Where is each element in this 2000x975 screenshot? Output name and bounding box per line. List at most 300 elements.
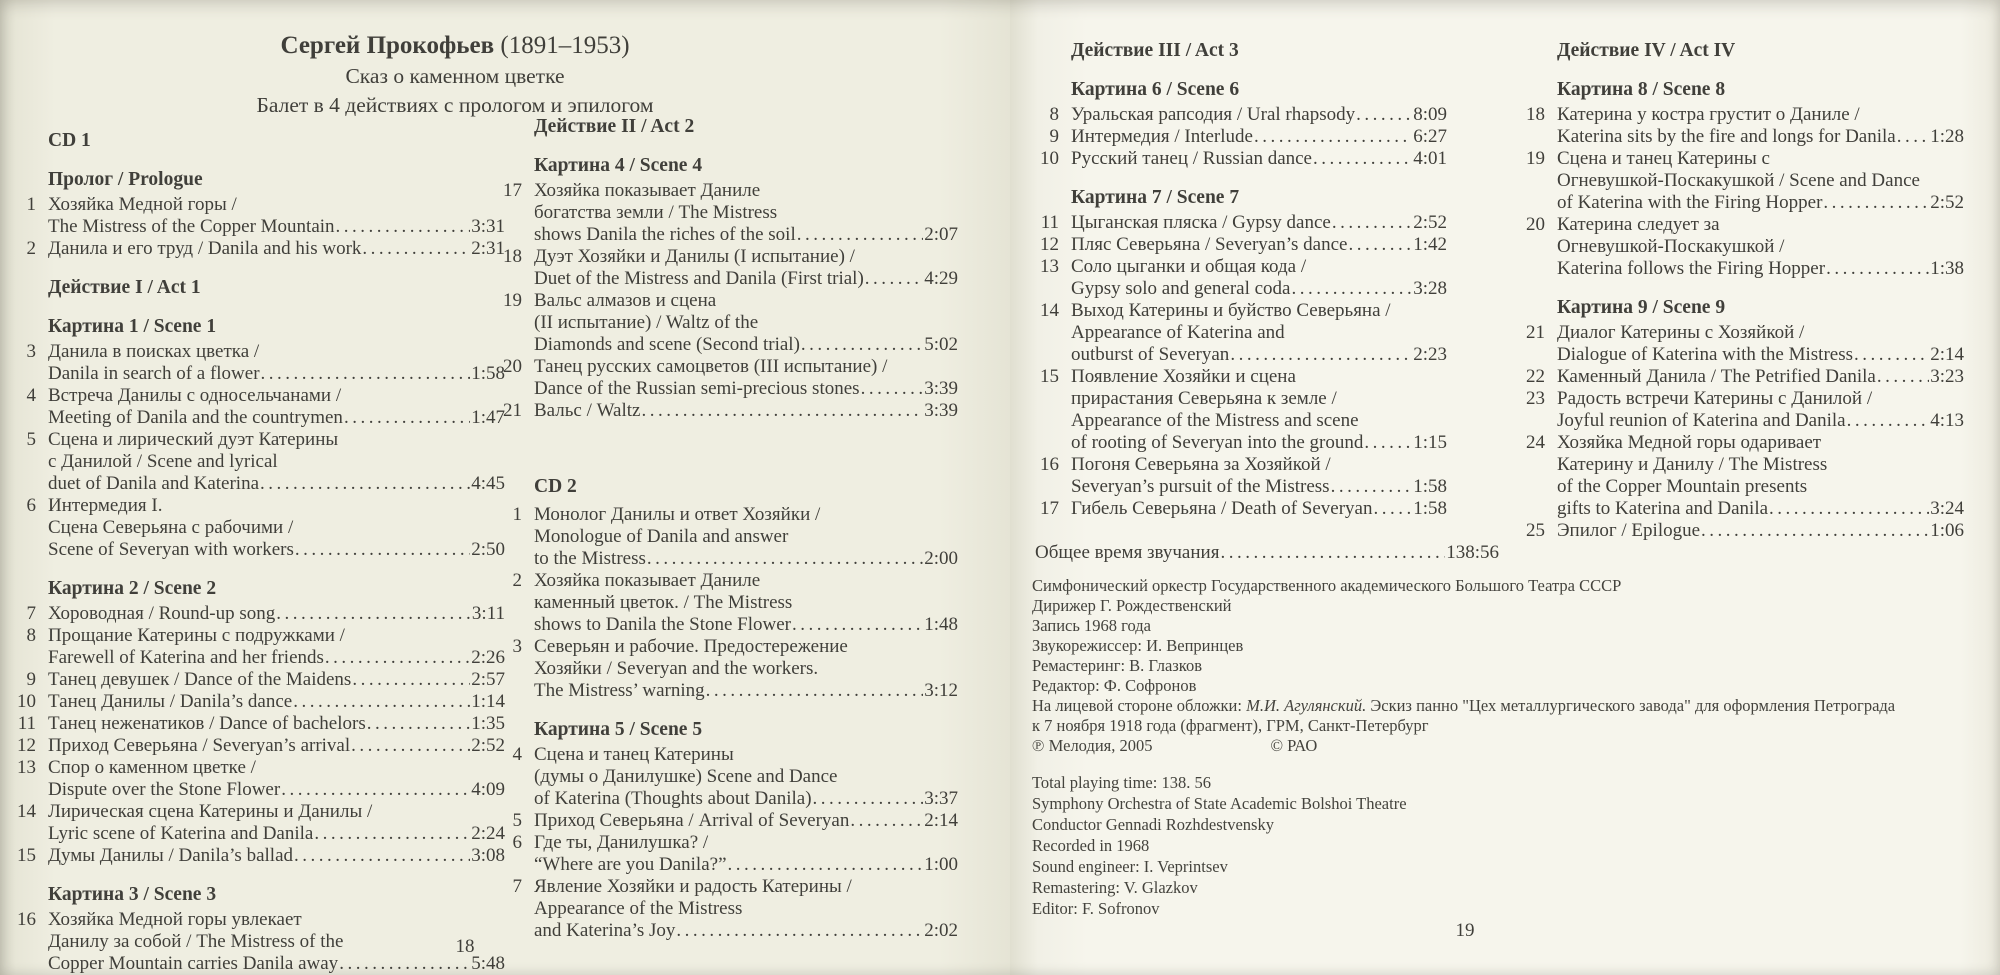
track-title: Где ты, Данилушка? / <box>534 832 709 853</box>
track-row <box>1040 256 1447 300</box>
tracklist-column-right-2 <box>1520 40 1964 542</box>
track-title: gifts to Katerina and Danila <box>1557 498 1769 519</box>
credit-line: Редактор: Ф. Софронов <box>1032 676 1197 695</box>
dot-leader <box>325 647 470 669</box>
track-number: 15 <box>17 845 36 866</box>
credit-line: Sound engineer: I. Veprintsev <box>1032 857 1228 876</box>
credit-line: Editor: F. Sofronov <box>1032 899 1160 918</box>
track-title: Гибель Северьяна / Death of Severyan <box>1071 498 1373 519</box>
track-title: Погоня Северьяна за Хозяйкой / <box>1071 454 1331 475</box>
track-title: Огневушкой-Поскакушкой / Scene and Dance <box>1557 170 1920 191</box>
track-time: 2:14 <box>1930 344 1964 365</box>
cover-art-credit <box>1032 696 1982 716</box>
dot-leader <box>276 603 471 625</box>
track-number: 10 <box>1040 148 1059 169</box>
dot-leader <box>801 334 923 356</box>
dot-leader <box>1847 410 1930 432</box>
track-title: Сцена и танец Катерины <box>534 744 734 765</box>
cover-art-credit-line2: к 7 ноября 1918 года (фрагмент), ГРМ, Санкт-Петербург <box>1032 716 1429 735</box>
track-row <box>26 238 505 260</box>
track-time: 3:08 <box>471 845 505 866</box>
section-heading: Картина 7 / Scene 7 <box>1071 187 1240 208</box>
track-title: Dialogue of Katerina with the Mistress <box>1557 344 1854 365</box>
section-heading: Картина 5 / Scene 5 <box>534 719 703 740</box>
track-time: 1:14 <box>471 691 505 712</box>
dot-leader <box>1373 498 1412 520</box>
track-row <box>1526 104 1964 148</box>
track-title: Приход Северьяна / Arrival of Severyan <box>534 810 850 831</box>
track-title: Katerina follows the Firing Hopper <box>1557 258 1826 279</box>
track-row <box>1526 148 1964 214</box>
dot-leader <box>1230 344 1412 366</box>
track-title: Хороводная / Round-up song <box>48 603 276 624</box>
track-row <box>1049 126 1447 148</box>
total-playing-time-ru <box>1035 542 1499 564</box>
phonogram-line <box>1032 736 1982 756</box>
credit-line: Recorded in 1968 <box>1032 836 1150 855</box>
dot-leader <box>797 224 923 246</box>
track-title: Прощание Катерины с подружками / <box>48 625 345 646</box>
dot-leader <box>1826 258 1929 280</box>
track-title: Diamonds and scene (Second trial) <box>534 334 800 355</box>
track-title: Сцена и лирический дуэт Катерины <box>48 429 339 450</box>
track-number: 18 <box>503 246 522 267</box>
credit-line: Симфонический оркестр Государственного академического Большого Театра СССР <box>1032 576 1622 595</box>
track-title: Dispute over the Stone Flower <box>48 779 281 800</box>
track-row <box>17 845 505 867</box>
work-subtitle: Балет в 4 действиях с прологом и эпилогом <box>256 93 654 117</box>
track-title: Farewell of Katerina and her friends <box>48 647 324 668</box>
track-number: 4 <box>512 744 522 765</box>
track-time: 2:50 <box>471 539 505 560</box>
credit-line: Total playing time: 138. 56 <box>1032 773 1211 792</box>
track-time: 3:12 <box>924 680 958 701</box>
track-number: 8 <box>26 625 36 646</box>
track-title: Радость встречи Катерины с Данилой / <box>1557 388 1873 409</box>
credit-line: Дирижер Г. Рождественский <box>1032 596 1232 615</box>
dot-leader <box>281 779 470 801</box>
track-title: Уральская рапсодия / Ural rhapsody <box>1071 104 1356 125</box>
track-number: 2 <box>512 570 522 591</box>
track-title: Данилу за собой / The Mistress of the <box>48 931 344 952</box>
track-title: Танец русских самоцветов (III испытание) / <box>534 356 888 377</box>
track-title: Lyric scene of Katerina and Danila <box>48 823 314 844</box>
dot-leader <box>676 920 923 942</box>
track-title: Соло цыганки и общая кода / <box>1071 256 1307 277</box>
track-time: 6:27 <box>1413 126 1447 147</box>
track-row <box>26 603 505 625</box>
track-row <box>17 801 505 845</box>
credits-russian <box>1032 576 1982 756</box>
track-time: 3:28 <box>1413 278 1447 299</box>
credit-line: Symphony Orchestra of State Academic Bolshoi Theatre <box>1032 794 1407 813</box>
track-row <box>1526 432 1964 520</box>
dot-leader <box>261 363 471 385</box>
dot-leader <box>314 823 470 845</box>
track-title: Катерину и Данилу / The Mistress <box>1557 454 1828 475</box>
track-title: outburst of Severyan <box>1071 344 1230 365</box>
section-heading: CD 2 <box>534 476 577 497</box>
section-heading: Картина 9 / Scene 9 <box>1557 297 1726 318</box>
track-time: 2:52 <box>1413 212 1447 233</box>
track-title: Вальс алмазов и сцена <box>534 290 717 311</box>
title-block <box>40 30 870 120</box>
track-title: Монолог Данилы и ответ Хозяйки / <box>534 504 821 525</box>
track-title: Интермедия I. <box>48 495 163 516</box>
track-number: 20 <box>1526 214 1545 235</box>
track-title: to the Mistress <box>534 548 646 569</box>
track-number: 13 <box>1040 256 1059 277</box>
track-number: 13 <box>17 757 36 778</box>
track-title: Дуэт Хозяйки и Данилы (I испытание) / <box>534 246 855 267</box>
track-row <box>1526 214 1964 280</box>
track-row <box>26 194 505 238</box>
track-title: Joyful reunion of Katerina and Danila <box>1557 410 1846 431</box>
track-time: 3:31 <box>471 216 505 237</box>
section-heading: Картина 4 / Scene 4 <box>534 155 703 176</box>
track-row <box>1040 300 1447 366</box>
track-time: 3:37 <box>924 788 958 809</box>
track-number: 5 <box>512 810 522 831</box>
copyright-notice: © РАО <box>1270 736 1318 755</box>
dot-leader <box>1701 520 1929 542</box>
track-title: Appearance of the Mistress <box>534 898 743 919</box>
track-number: 14 <box>1040 300 1059 321</box>
track-title: Dance of the Russian semi-precious stones <box>534 378 860 399</box>
track-number: 15 <box>1040 366 1059 387</box>
track-title: Хозяйка Медной горы / <box>48 194 237 215</box>
track-number: 20 <box>503 356 522 377</box>
track-number: 22 <box>1526 366 1545 387</box>
track-title: Каменный Данила / The Petrified Danila <box>1557 366 1876 387</box>
track-title: Сцена Северьяна с рабочими / <box>48 517 294 538</box>
track-title: Цыганская пляска / Gypsy dance <box>1071 212 1331 233</box>
track-row <box>1049 104 1447 126</box>
track-row <box>503 400 958 422</box>
track-time: 1:58 <box>471 363 505 384</box>
track-time: 3:39 <box>924 378 958 399</box>
track-row <box>503 246 958 290</box>
track-title: Явление Хозяйки и радость Катерины / <box>534 876 852 897</box>
dot-leader <box>1364 432 1412 454</box>
track-title: Интермедия / Interlude <box>1071 126 1253 147</box>
dot-leader <box>295 539 470 561</box>
track-number: 17 <box>1040 498 1059 519</box>
track-number: 21 <box>1526 322 1545 343</box>
track-number: 7 <box>512 876 522 897</box>
cover-credit-rest: Эскиз панно "Цех металлургического завода" для оформления Петрограда <box>1366 696 1896 715</box>
dot-leader <box>293 691 470 713</box>
track-title: Severyan’s pursuit of the Mistress <box>1071 476 1330 497</box>
dot-leader <box>813 788 924 810</box>
dot-leader <box>865 268 923 290</box>
track-time: 1:15 <box>1413 432 1447 453</box>
track-title: duet of Danila and Katerina <box>48 473 260 494</box>
track-number: 17 <box>503 180 522 201</box>
credit-line: Ремастеринг: В. Глазков <box>1032 656 1203 675</box>
dot-leader <box>1313 148 1412 170</box>
track-row <box>1526 322 1964 366</box>
track-title: Meeting of Danila and the countrymen <box>48 407 343 428</box>
track-time: 5:48 <box>471 953 505 974</box>
track-title: Танец девушек / Dance of the Maidens <box>48 669 352 690</box>
track-title: Scene of Severyan with workers <box>48 539 294 560</box>
track-title: Русский танец / Russian dance <box>1071 148 1312 169</box>
track-title: Данила и его труд / Danila and his work <box>48 238 362 259</box>
track-time: 2:14 <box>924 810 958 831</box>
track-time: 2:52 <box>1930 192 1964 213</box>
track-time: 3:23 <box>1930 366 1964 387</box>
page-number-right: 19 <box>1455 920 1475 941</box>
dot-leader <box>260 473 470 495</box>
track-number: 19 <box>1526 148 1545 169</box>
credit-line: Звукорежиссер: И. Вепринцев <box>1032 636 1244 655</box>
track-title: (II испытание) / Waltz of the <box>534 312 759 333</box>
track-time: 4:09 <box>471 779 505 800</box>
dot-leader <box>792 614 923 636</box>
track-row <box>1040 498 1447 520</box>
track-row <box>512 810 958 832</box>
track-number: 12 <box>1040 234 1059 255</box>
credits-english <box>1032 772 1732 919</box>
track-title: Огневушкой-Поскакушкой / <box>1557 236 1785 257</box>
track-title: and Katerina’s Joy <box>534 920 676 941</box>
track-row <box>17 757 505 801</box>
track-title: Appearance of Katerina and <box>1071 322 1285 343</box>
track-time: 2:31 <box>471 238 505 259</box>
track-row <box>503 180 958 246</box>
track-title: с Данилой / Scene and lyrical <box>48 451 278 472</box>
track-title: Copper Mountain carries Danila away <box>48 953 339 974</box>
track-row <box>1526 520 1964 542</box>
track-time: 2:23 <box>1413 344 1447 365</box>
track-time: 2:00 <box>924 548 958 569</box>
track-title: Appearance of the Mistress and scene <box>1071 410 1359 431</box>
track-row <box>512 744 958 810</box>
dot-leader <box>1348 234 1412 256</box>
track-title: Встреча Данилы с односельчанами / <box>48 385 342 406</box>
track-number: 4 <box>26 385 36 406</box>
track-number: 18 <box>1526 104 1545 125</box>
track-row <box>512 504 958 570</box>
track-row <box>512 876 958 942</box>
track-number: 19 <box>503 290 522 311</box>
track-time: 4:01 <box>1413 148 1447 169</box>
track-time: 2:24 <box>471 823 505 844</box>
track-title: Эпилог / Epilogue <box>1557 520 1701 541</box>
track-number: 12 <box>17 735 36 756</box>
dot-leader <box>728 854 924 876</box>
total-label: Общее время звучания <box>1035 542 1220 563</box>
track-title: Катерина следует за <box>1557 214 1720 235</box>
section-heading: Картина 6 / Scene 6 <box>1071 79 1240 100</box>
track-number: 1 <box>26 194 36 215</box>
track-time: 3:11 <box>471 603 505 624</box>
track-title: of the Copper Mountain presents <box>1557 476 1808 497</box>
track-time: 1:35 <box>471 713 505 734</box>
cover-credit-prefix: На лицевой стороне обложки: <box>1032 696 1247 715</box>
track-number: 14 <box>17 801 36 822</box>
dot-leader <box>1331 476 1413 498</box>
section-heading: Действие IV / Act IV <box>1557 40 1736 61</box>
track-time: 8:09 <box>1413 104 1447 125</box>
track-row <box>26 669 505 691</box>
track-number: 2 <box>26 238 36 259</box>
credit-line: Запись 1968 года <box>1032 616 1151 635</box>
dot-leader <box>647 548 923 570</box>
composer-dates: (1891–1953) <box>494 32 630 59</box>
track-title: (думы о Данилушке) Scene and Dance <box>534 766 838 787</box>
track-row <box>26 385 505 429</box>
track-number: 9 <box>26 669 36 690</box>
track-title: “Where are you Danila?” <box>534 854 727 875</box>
track-title: shows to Danila the Stone Flower <box>534 614 792 635</box>
track-time: 2:52 <box>471 735 505 756</box>
track-row <box>26 625 505 669</box>
section-heading: Действие I / Act 1 <box>48 277 201 298</box>
dot-leader <box>1823 192 1929 214</box>
section-heading: Картина 8 / Scene 8 <box>1557 79 1726 100</box>
track-number: 1 <box>512 504 522 525</box>
track-title: Хозяйка Медной горы одаривает <box>1557 432 1822 453</box>
track-number: 5 <box>26 429 36 450</box>
track-row <box>1040 366 1447 454</box>
track-number: 6 <box>26 495 36 516</box>
track-title: Вальс / Waltz <box>534 400 641 421</box>
track-title: of Katerina with the Firing Hopper <box>1557 192 1823 213</box>
track-title: Хозяйка показывает Даниле <box>534 570 761 591</box>
track-time: 5:02 <box>924 334 958 355</box>
section-heading: Действие II / Act 2 <box>534 116 695 137</box>
track-number: 25 <box>1526 520 1545 541</box>
track-title: Диалог Катерины с Хозяйкой / <box>1557 322 1805 343</box>
track-title: богатства земли / The Mistress <box>534 202 778 223</box>
track-title: Monologue of Danila and answer <box>534 526 789 547</box>
track-title: of Katerina (Thoughts about Danila) <box>534 788 812 809</box>
tracklist-column-left-1 <box>12 130 505 975</box>
dot-leader <box>352 669 470 691</box>
page-number-left: 18 <box>455 936 475 957</box>
track-title: Katerina sits by the fire and longs for Danila <box>1557 126 1896 147</box>
track-time: 3:39 <box>924 400 958 421</box>
track-title: Думы Данилы / Danila’s ballad <box>48 845 293 866</box>
track-title: Танец Данилы / Danila’s dance <box>48 691 293 712</box>
track-time: 2:07 <box>924 224 958 245</box>
track-row <box>512 570 958 636</box>
track-title: Северьян и рабочие. Предостережение <box>534 636 848 657</box>
credit-line: Conductor Gennadi Rozhdestvensky <box>1032 815 1274 834</box>
track-row <box>1526 366 1964 388</box>
track-title: Хозяйка показывает Даниле <box>534 180 761 201</box>
track-number: 10 <box>17 691 36 712</box>
track-title: Лирическая сцена Катерины и Данилы / <box>48 801 373 822</box>
track-number: 3 <box>26 341 36 362</box>
track-time: 4:45 <box>471 473 505 494</box>
track-title: Сцена и танец Катерины с <box>1557 148 1770 169</box>
credit-line: Remastering: V. Glazkov <box>1032 878 1198 897</box>
composer-title <box>40 30 870 62</box>
dot-leader <box>1220 542 1445 564</box>
track-row <box>1040 148 1447 170</box>
section-heading: Пролог / Prologue <box>48 169 203 190</box>
track-number: 11 <box>1040 212 1059 233</box>
credits-ru-list <box>1032 576 1982 696</box>
track-time: 1:00 <box>924 854 958 875</box>
track-row <box>512 832 958 876</box>
track-title: прирастания Северьяна к земле / <box>1071 388 1337 409</box>
track-row <box>503 290 958 356</box>
dot-leader <box>351 735 470 757</box>
composer-name: Сергей Прокофьев <box>280 32 495 59</box>
track-number: 9 <box>1049 126 1059 147</box>
track-title: Пляс Северьяна / Severyan’s dance <box>1071 234 1348 255</box>
track-time: 1:38 <box>1930 258 1964 279</box>
track-number: 3 <box>512 636 522 657</box>
total-time: 138:56 <box>1446 542 1499 563</box>
dot-leader <box>861 378 924 400</box>
track-title: Выход Катерины и буйство Северьяна / <box>1071 300 1391 321</box>
track-number: 21 <box>503 400 522 421</box>
dot-leader <box>1356 104 1412 126</box>
track-time: 3:24 <box>1930 498 1964 519</box>
track-row <box>1040 234 1447 256</box>
track-row <box>1526 388 1964 432</box>
track-row <box>17 713 505 735</box>
dot-leader <box>641 400 923 422</box>
track-row <box>512 636 958 702</box>
section-heading: Картина 3 / Scene 3 <box>48 884 217 905</box>
cover-artist: М.И. Агулянский. <box>1246 696 1367 715</box>
section-heading: Действие III / Act 3 <box>1071 40 1239 61</box>
track-title: Duet of the Mistress and Danila (First trial) <box>534 268 864 289</box>
track-title: The Mistress of the Copper Mountain <box>48 216 335 237</box>
track-number: 11 <box>17 713 36 734</box>
track-time: 1:47 <box>471 407 505 428</box>
section-heading: CD 1 <box>48 130 91 151</box>
track-time: 4:29 <box>924 268 958 289</box>
track-number: 8 <box>1049 104 1059 125</box>
track-time: 4:13 <box>1930 410 1964 431</box>
track-row <box>26 341 505 385</box>
track-time: 1:28 <box>1930 126 1964 147</box>
track-row <box>17 735 505 757</box>
track-time: 2:26 <box>471 647 505 668</box>
track-title: of rooting of Severyan into the ground <box>1071 432 1364 453</box>
track-number: 24 <box>1526 432 1545 453</box>
track-title: Danila in search of a flower <box>48 363 260 384</box>
track-title: Хозяйка Медной горы увлекает <box>48 909 302 930</box>
dot-leader <box>850 810 923 832</box>
track-row <box>1040 454 1447 498</box>
tracklist-column-right-1 <box>1035 40 1447 520</box>
track-time: 1:06 <box>1930 520 1964 541</box>
track-time: 2:02 <box>924 920 958 941</box>
track-title: каменный цветок. / The Mistress <box>534 592 793 613</box>
dot-leader <box>1877 366 1929 388</box>
track-number: 23 <box>1526 388 1545 409</box>
track-time: 2:57 <box>471 669 505 690</box>
track-title: Танец неженатиков / Dance of bachelors <box>48 713 366 734</box>
dot-leader <box>1854 344 1929 366</box>
track-time: 1:58 <box>1413 476 1447 497</box>
track-number: 16 <box>17 909 36 930</box>
track-title: Катерина у костра грустит о Даниле / <box>1557 104 1860 125</box>
track-time: 1:58 <box>1413 498 1447 519</box>
dot-leader <box>336 216 471 238</box>
track-number: 16 <box>1040 454 1059 475</box>
track-title: Данила в поисках цветка / <box>48 341 260 362</box>
dot-leader <box>294 845 470 867</box>
